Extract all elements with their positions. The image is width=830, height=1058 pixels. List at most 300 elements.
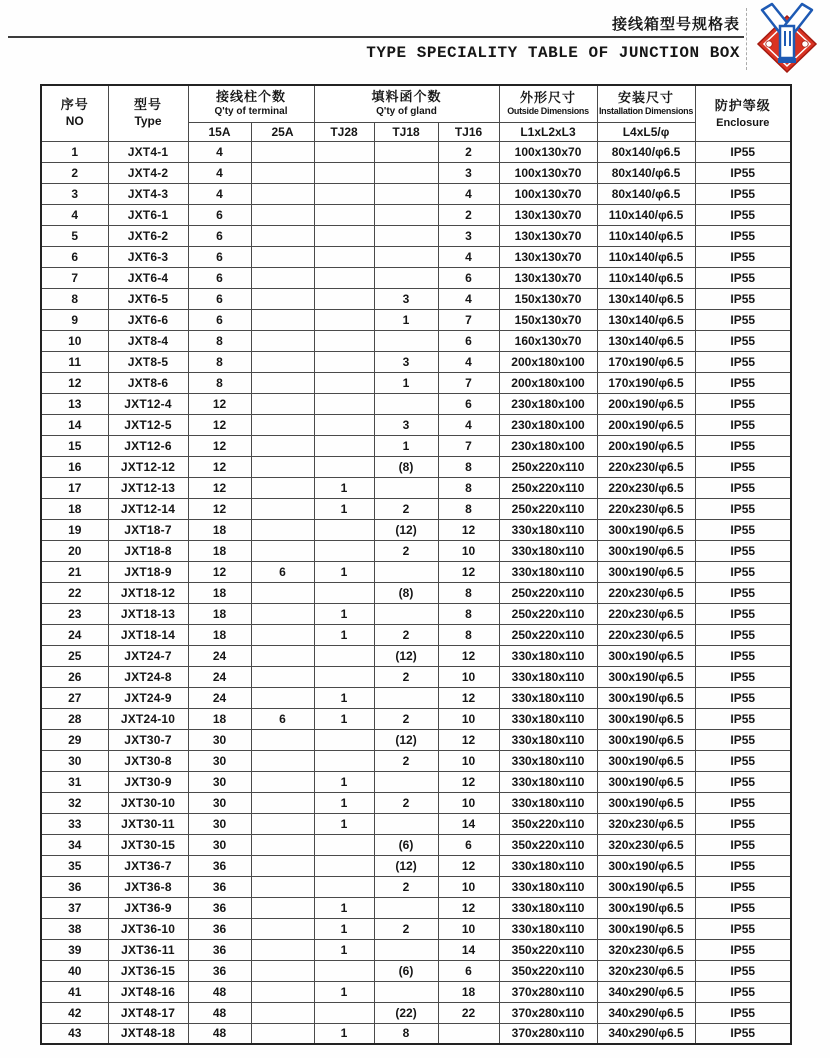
table-cell: 250x220x110 [499, 603, 597, 624]
table-cell: 37 [41, 897, 108, 918]
table-row [41, 834, 791, 855]
table-cell: JXT18-12 [108, 582, 188, 603]
table-cell: 8 [188, 351, 251, 372]
table-cell [251, 624, 314, 645]
table-cell: 300x190/φ6.5 [597, 666, 695, 687]
table-cell: 6 [438, 330, 499, 351]
table-row [41, 603, 791, 624]
table-cell: 1 [314, 687, 374, 708]
table-cell: 31 [41, 771, 108, 792]
table-cell: 330x180x110 [499, 561, 597, 582]
col-header-no [41, 85, 108, 141]
table-cell [374, 813, 438, 834]
table-cell: IP55 [695, 288, 791, 309]
table-cell: 330x180x110 [499, 687, 597, 708]
table-cell: JXT36-11 [108, 939, 188, 960]
table-cell: JXT18-14 [108, 624, 188, 645]
table-row [41, 267, 791, 288]
table-cell: 330x180x110 [499, 666, 597, 687]
table-cell [251, 729, 314, 750]
table-cell: 3 [41, 183, 108, 204]
table-cell [314, 729, 374, 750]
table-cell: JXT18-8 [108, 540, 188, 561]
table-cell [314, 225, 374, 246]
table-cell [314, 876, 374, 897]
table-cell [374, 246, 438, 267]
table-cell: 100x130x70 [499, 141, 597, 162]
table-cell: 48 [188, 1023, 251, 1044]
table-cell: 220x230/φ6.5 [597, 477, 695, 498]
table-cell [314, 393, 374, 414]
table-cell: 26 [41, 666, 108, 687]
col-header-no-cn: 序号 [60, 97, 89, 113]
table-cell: 6 [251, 561, 314, 582]
table-cell: 1 [314, 897, 374, 918]
table-cell: IP55 [695, 435, 791, 456]
table-cell: IP55 [695, 225, 791, 246]
table-cell: 130x130x70 [499, 246, 597, 267]
table-row [41, 729, 791, 750]
table-row [41, 309, 791, 330]
table-cell: IP55 [695, 834, 791, 855]
table-cell: 170x190/φ6.5 [597, 372, 695, 393]
table-cell: JXT4-3 [108, 183, 188, 204]
table-cell: 36 [188, 855, 251, 876]
spec-table-body [41, 141, 791, 1044]
table-cell [314, 246, 374, 267]
table-cell: 1 [314, 792, 374, 813]
table-cell: 330x180x110 [499, 918, 597, 939]
table-cell: IP55 [695, 540, 791, 561]
table-cell: 1 [314, 1023, 374, 1044]
table-cell: IP55 [695, 477, 791, 498]
table-cell: IP55 [695, 666, 791, 687]
table-cell: 300x190/φ6.5 [597, 708, 695, 729]
table-cell: 300x190/φ6.5 [597, 876, 695, 897]
table-cell: IP55 [695, 372, 791, 393]
table-row [41, 246, 791, 267]
table-cell: JXT12-5 [108, 414, 188, 435]
table-cell: 230x180x100 [499, 435, 597, 456]
table-cell [251, 855, 314, 876]
table-cell [374, 561, 438, 582]
table-cell: IP55 [695, 519, 791, 540]
table-cell: 42 [41, 1002, 108, 1023]
table-cell: 100x130x70 [499, 162, 597, 183]
table-cell: 18 [188, 540, 251, 561]
table-cell: IP55 [695, 1023, 791, 1044]
table-cell: 6 [438, 267, 499, 288]
table-cell: 110x140/φ6.5 [597, 225, 695, 246]
table-row [41, 204, 791, 225]
table-cell [251, 519, 314, 540]
table-cell: 27 [41, 687, 108, 708]
table-cell [314, 330, 374, 351]
table-cell [374, 267, 438, 288]
table-cell [314, 1002, 374, 1023]
table-cell: IP55 [695, 162, 791, 183]
table-cell: 1 [314, 498, 374, 519]
table-cell: 10 [438, 918, 499, 939]
table-cell: JXT6-6 [108, 309, 188, 330]
table-cell [251, 477, 314, 498]
table-cell: 36 [188, 876, 251, 897]
table-cell: 4 [438, 183, 499, 204]
table-cell: IP55 [695, 708, 791, 729]
table-cell [251, 309, 314, 330]
table-cell: 330x180x110 [499, 519, 597, 540]
table-cell: IP55 [695, 918, 791, 939]
table-cell [251, 414, 314, 435]
col-header-enclosure-en: Enclosure [716, 116, 770, 129]
col-header-install [597, 85, 695, 122]
table-cell: JXT4-2 [108, 162, 188, 183]
table-cell: 250x220x110 [499, 477, 597, 498]
table-cell: 80x140/φ6.5 [597, 162, 695, 183]
table-cell: IP55 [695, 183, 791, 204]
table-cell: JXT30-9 [108, 771, 188, 792]
table-cell [251, 981, 314, 1002]
table-cell: 38 [41, 918, 108, 939]
table-cell: IP55 [695, 792, 791, 813]
table-cell [314, 834, 374, 855]
table-cell: 340x290/φ6.5 [597, 1023, 695, 1044]
table-cell: 22 [438, 1002, 499, 1023]
table-cell: 330x180x110 [499, 750, 597, 771]
table-cell: 8 [438, 498, 499, 519]
table-cell: 150x130x70 [499, 288, 597, 309]
table-cell [251, 897, 314, 918]
table-cell: 3 [374, 414, 438, 435]
table-cell [251, 582, 314, 603]
table-row [41, 288, 791, 309]
table-cell [314, 540, 374, 561]
table-cell: 350x220x110 [499, 939, 597, 960]
table-cell: 30 [188, 750, 251, 771]
subcol-tj28: TJ28 [314, 122, 374, 141]
table-cell [374, 981, 438, 1002]
table-row [41, 771, 791, 792]
table-cell: 34 [41, 834, 108, 855]
table-cell: IP55 [695, 267, 791, 288]
table-cell: 8 [41, 288, 108, 309]
table-cell: 300x190/φ6.5 [597, 750, 695, 771]
table-cell: 2 [438, 141, 499, 162]
table-cell: 220x230/φ6.5 [597, 582, 695, 603]
table-cell: 340x290/φ6.5 [597, 1002, 695, 1023]
table-cell: IP55 [695, 645, 791, 666]
table-cell [374, 771, 438, 792]
table-cell: 10 [438, 792, 499, 813]
table-cell: IP55 [695, 393, 791, 414]
table-cell: JXT24-10 [108, 708, 188, 729]
table-cell: 370x280x110 [499, 1023, 597, 1044]
table-cell: 130x140/φ6.5 [597, 288, 695, 309]
table-cell: 13 [41, 393, 108, 414]
table-cell [314, 645, 374, 666]
table-cell [314, 141, 374, 162]
table-cell: 300x190/φ6.5 [597, 540, 695, 561]
table-cell: 330x180x110 [499, 876, 597, 897]
table-cell: 4 [438, 288, 499, 309]
table-cell: 4 [188, 141, 251, 162]
table-cell: 12 [438, 771, 499, 792]
table-cell: JXT24-8 [108, 666, 188, 687]
table-cell: 40 [41, 960, 108, 981]
table-row [41, 372, 791, 393]
table-row [41, 855, 791, 876]
table-cell: 18 [188, 708, 251, 729]
header-divider-line [8, 36, 744, 38]
table-cell [251, 645, 314, 666]
table-cell: 24 [188, 666, 251, 687]
subcol-install-dims: L4xL5/φ [597, 122, 695, 141]
col-header-no-en: NO [65, 114, 84, 129]
table-cell: 6 [188, 204, 251, 225]
table-row [41, 582, 791, 603]
table-cell: 1 [314, 813, 374, 834]
page-title-chinese: 接线箱型号规格表 [611, 16, 740, 33]
table-cell [314, 414, 374, 435]
table-cell [374, 603, 438, 624]
table-cell: JXT6-4 [108, 267, 188, 288]
table-cell: 3 [374, 288, 438, 309]
table-cell: 1 [314, 771, 374, 792]
table-cell [251, 1002, 314, 1023]
table-cell: 340x290/φ6.5 [597, 981, 695, 1002]
table-cell: 300x190/φ6.5 [597, 729, 695, 750]
table-row [41, 351, 791, 372]
table-cell [314, 960, 374, 981]
table-cell [251, 456, 314, 477]
table-cell: JXT30-11 [108, 813, 188, 834]
table-cell [251, 498, 314, 519]
table-cell: 350x220x110 [499, 813, 597, 834]
table-cell [251, 372, 314, 393]
table-cell: 330x180x110 [499, 645, 597, 666]
table-cell: 12 [41, 372, 108, 393]
table-cell: 300x190/φ6.5 [597, 792, 695, 813]
table-cell: 1 [314, 918, 374, 939]
table-cell: 1 [374, 435, 438, 456]
table-row [41, 498, 791, 519]
table-cell [314, 855, 374, 876]
table-cell: 30 [188, 792, 251, 813]
table-cell: 10 [438, 666, 499, 687]
table-row [41, 624, 791, 645]
table-cell [374, 330, 438, 351]
table-cell: 32 [41, 792, 108, 813]
table-cell: 16 [41, 456, 108, 477]
table-cell: JXT12-6 [108, 435, 188, 456]
table-cell: 1 [374, 372, 438, 393]
table-cell: 48 [188, 1002, 251, 1023]
table-cell: JXT48-16 [108, 981, 188, 1002]
table-cell: 24 [188, 687, 251, 708]
table-cell: 36 [188, 939, 251, 960]
table-cell: 30 [188, 771, 251, 792]
table-cell: JXT12-14 [108, 498, 188, 519]
table-cell: IP55 [695, 960, 791, 981]
table-cell: 320x230/φ6.5 [597, 834, 695, 855]
table-cell: 22 [41, 582, 108, 603]
table-row [41, 897, 791, 918]
table-cell: 3 [438, 225, 499, 246]
subcol-15a: 15A [188, 122, 251, 141]
table-cell: 35 [41, 855, 108, 876]
table-cell: 4 [438, 351, 499, 372]
table-cell: 230x180x100 [499, 393, 597, 414]
table-cell: (12) [374, 645, 438, 666]
table-cell: 36 [188, 897, 251, 918]
table-cell: (8) [374, 582, 438, 603]
table-cell: 4 [188, 183, 251, 204]
table-cell: JXT8-5 [108, 351, 188, 372]
table-cell: 8 [438, 603, 499, 624]
table-cell: 8 [438, 624, 499, 645]
brand-logo-icon [752, 2, 822, 74]
table-cell: 14 [438, 813, 499, 834]
table-row [41, 162, 791, 183]
table-cell: 330x180x110 [499, 792, 597, 813]
col-header-outside [499, 85, 597, 122]
table-cell: 7 [438, 435, 499, 456]
table-row [41, 813, 791, 834]
col-header-type [108, 85, 188, 141]
table-cell: JXT48-18 [108, 1023, 188, 1044]
table-row [41, 330, 791, 351]
table-cell: 36 [188, 960, 251, 981]
table-cell [314, 582, 374, 603]
table-cell: JXT24-9 [108, 687, 188, 708]
table-cell: 8 [188, 372, 251, 393]
table-cell: 130x130x70 [499, 267, 597, 288]
table-cell [251, 771, 314, 792]
table-cell: 43 [41, 1023, 108, 1044]
table-row [41, 981, 791, 1002]
table-cell: 300x190/φ6.5 [597, 918, 695, 939]
table-cell [251, 813, 314, 834]
table-cell: JXT6-5 [108, 288, 188, 309]
table-cell: IP55 [695, 141, 791, 162]
table-cell: 200x180x100 [499, 351, 597, 372]
table-cell: 330x180x110 [499, 771, 597, 792]
table-cell: 6 [188, 225, 251, 246]
table-cell: 6 [438, 960, 499, 981]
table-cell [314, 372, 374, 393]
table-cell: 330x180x110 [499, 540, 597, 561]
table-cell: 110x140/φ6.5 [597, 246, 695, 267]
table-cell: 12 [188, 435, 251, 456]
table-cell: 6 [188, 309, 251, 330]
table-cell: 5 [41, 225, 108, 246]
table-cell [374, 393, 438, 414]
table-cell: 14 [41, 414, 108, 435]
table-cell: 1 [314, 939, 374, 960]
subcol-tj18: TJ18 [374, 122, 438, 141]
table-cell [251, 666, 314, 687]
table-cell: 200x180x100 [499, 372, 597, 393]
table-cell [251, 246, 314, 267]
table-cell: 30 [41, 750, 108, 771]
table-cell [374, 687, 438, 708]
table-cell: 8 [188, 330, 251, 351]
table-cell: JXT18-7 [108, 519, 188, 540]
table-cell: 8 [438, 456, 499, 477]
table-cell: (22) [374, 1002, 438, 1023]
table-cell [251, 225, 314, 246]
table-cell: IP55 [695, 939, 791, 960]
table-cell: 2 [374, 876, 438, 897]
table-cell: 12 [188, 414, 251, 435]
table-cell [374, 162, 438, 183]
table-cell: 11 [41, 351, 108, 372]
table-cell [251, 876, 314, 897]
table-cell: 19 [41, 519, 108, 540]
junction-box-spec-table [40, 84, 792, 1045]
table-cell: 6 [438, 393, 499, 414]
table-cell: 10 [41, 330, 108, 351]
table-cell: 370x280x110 [499, 1002, 597, 1023]
table-cell [438, 1023, 499, 1044]
table-cell: 160x130x70 [499, 330, 597, 351]
subcol-outside-dims: L1xL2xL3 [499, 122, 597, 141]
table-row [41, 477, 791, 498]
table-cell: IP55 [695, 750, 791, 771]
table-cell [374, 141, 438, 162]
table-cell: 12 [438, 897, 499, 918]
table-cell: 80x140/φ6.5 [597, 183, 695, 204]
table-header [41, 85, 791, 141]
table-cell: JXT30-8 [108, 750, 188, 771]
table-row [41, 666, 791, 687]
table-cell: 18 [41, 498, 108, 519]
table-cell: 230x180x100 [499, 414, 597, 435]
table-cell: 12 [188, 456, 251, 477]
table-cell [374, 225, 438, 246]
col-header-outside-cn: 外形尺寸 [520, 90, 577, 106]
table-cell: 30 [188, 834, 251, 855]
table-cell [251, 183, 314, 204]
table-cell: 1 [374, 309, 438, 330]
table-cell [251, 918, 314, 939]
table-cell: (12) [374, 519, 438, 540]
col-header-enclosure [695, 85, 791, 141]
table-cell: 41 [41, 981, 108, 1002]
table-cell: 24 [41, 624, 108, 645]
table-cell: JXT8-4 [108, 330, 188, 351]
table-cell: 6 [188, 246, 251, 267]
table-cell [251, 750, 314, 771]
table-cell: 200x190/φ6.5 [597, 393, 695, 414]
table-cell: 170x190/φ6.5 [597, 351, 695, 372]
table-cell: 320x230/φ6.5 [597, 813, 695, 834]
subcol-tj16: TJ16 [438, 122, 499, 141]
table-cell: 14 [438, 939, 499, 960]
table-cell: 6 [188, 267, 251, 288]
table-cell [314, 750, 374, 771]
col-header-terminal-en: Q'ty of terminal [214, 106, 288, 118]
table-cell: 36 [41, 876, 108, 897]
table-cell: 250x220x110 [499, 582, 597, 603]
table-cell: 130x130x70 [499, 225, 597, 246]
table-cell: JXT36-15 [108, 960, 188, 981]
table-cell: 9 [41, 309, 108, 330]
table-cell [251, 960, 314, 981]
table-cell: 4 [41, 204, 108, 225]
table-row [41, 708, 791, 729]
table-row [41, 519, 791, 540]
